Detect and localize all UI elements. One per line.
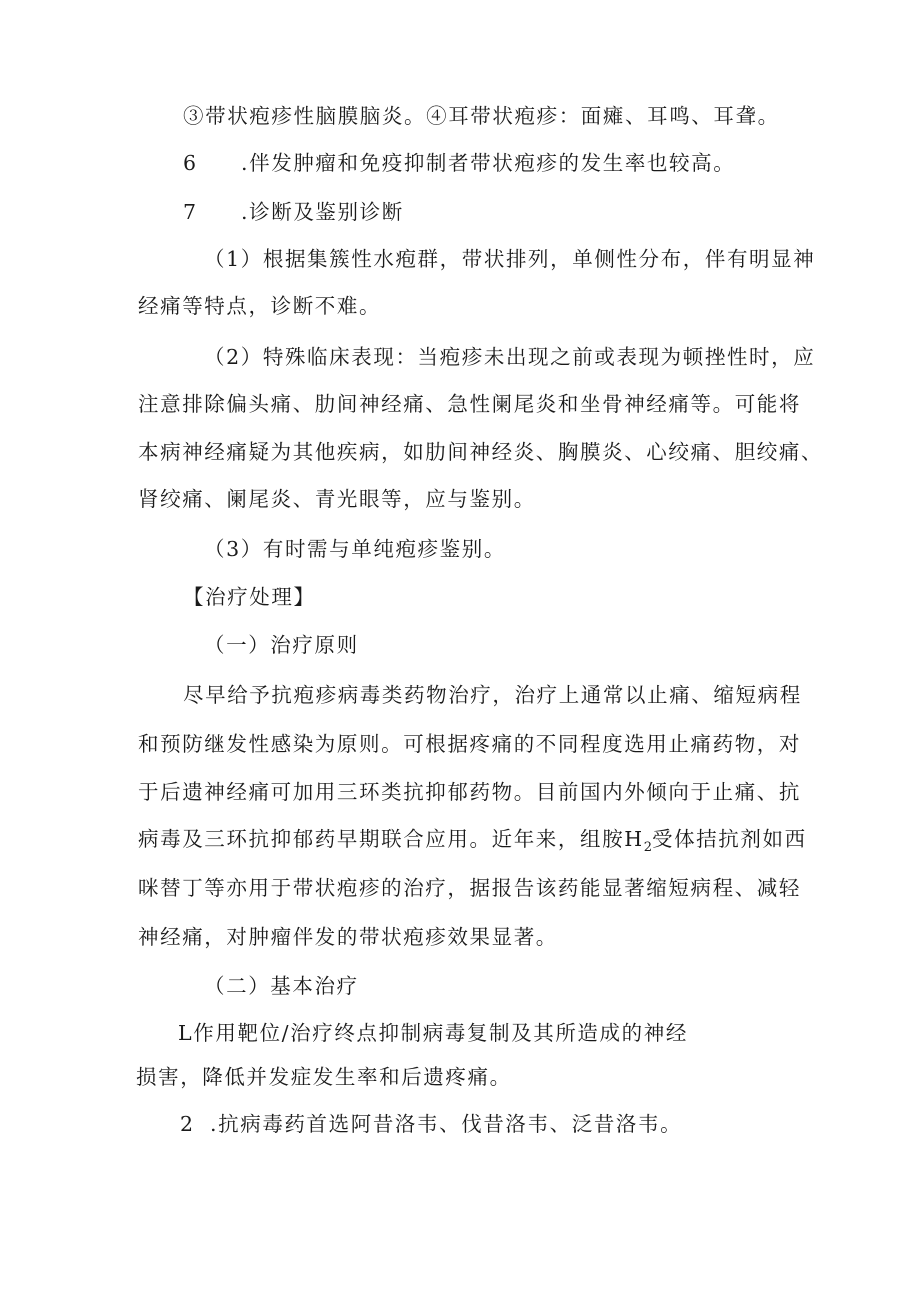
- principle-paragraph-line-1: 尽早给予抗疱疹病毒类药物治疗，治疗上通常以止痛、缩短病程: [183, 683, 802, 707]
- principle-paragraph-line-3: 于后遗神经痛可加用三环类抗抑郁药物。目前国内外倾向于止痛、抗: [138, 780, 801, 804]
- list-text: .抗病毒药首选阿昔洛韦、伐昔洛韦、泛昔洛韦。: [210, 1112, 683, 1136]
- principle-paragraph-line-6: 神经痛，对肿瘤伴发的带状疱疹效果显著。: [138, 925, 558, 949]
- list-number: 7: [183, 200, 197, 224]
- text-run: 病毒及三环抗抑郁药早期联合应用。近年来，组胺: [138, 827, 625, 851]
- basic-point-1-line-2: 损害，降低并发症发生率和后遗疼痛。: [136, 1065, 512, 1089]
- list-item-6: [183, 150, 735, 176]
- principle-paragraph-line-2: 和预防继发性感染为原则。可根据疼痛的不同程度选用止痛药物，对: [138, 732, 801, 756]
- diagnosis-point-1-line-2: 经痛等特点，诊断不难。: [138, 294, 382, 318]
- subsection-heading-basic: （二）基本治疗: [204, 974, 359, 998]
- list-text: .诊断及鉴别诊断: [241, 200, 404, 224]
- diagnosis-point-3: （3）有时需与单纯疱疹鉴别。: [204, 537, 506, 561]
- diagnosis-point-2-line-4: 肾绞痛、阑尾炎、青光眼等，应与鉴别。: [138, 487, 536, 511]
- text-run: 受体拮抗剂如西: [651, 827, 807, 851]
- list-item-7: [183, 199, 404, 225]
- diagnosis-point-2-line-3: 本病神经痛疑为其他疾病，如肋间神经炎、胸膜炎、心绞痛、胆绞痛、: [138, 440, 824, 464]
- section-heading-treatment: 【治疗处理】: [183, 585, 316, 609]
- diagnosis-point-2-line-2: 注意排除偏头痛、肋间神经痛、急性阑尾炎和坐骨神经痛等。可能将: [138, 392, 801, 416]
- h2-label: H: [624, 827, 644, 851]
- h2-subscript: 2: [643, 840, 652, 856]
- principle-paragraph-line-4: [138, 826, 807, 856]
- list-number: 2: [180, 1112, 194, 1136]
- basic-point-2: [180, 1111, 682, 1137]
- diagnosis-point-1-line-1: （1）根据集簇性水疱群，带状排列，单侧性分布，伴有明显神: [204, 247, 816, 271]
- list-text: .伴发肿瘤和免疫抑制者带状疱疹的发生率也较高。: [241, 151, 736, 175]
- text-line-complications: ③带状疱疹性脑膜脑炎。④耳带状疱疹：面瘫、耳鸣、耳聋。: [183, 104, 780, 128]
- list-number: 6: [183, 151, 197, 175]
- subsection-heading-principle: （一）治疗原则: [204, 633, 359, 657]
- diagnosis-point-2-line-1: （2）特殊临床表现：当疱疹未出现之前或表现为顿挫性时，应: [204, 345, 816, 369]
- basic-point-1-line-1: L作用靶位/治疗终点抑制病毒复制及其所造成的神经: [178, 1021, 688, 1045]
- principle-paragraph-line-5: 咪替丁等亦用于带状疱疹的治疗，据报告该药能显著缩短病程、减轻: [138, 876, 801, 900]
